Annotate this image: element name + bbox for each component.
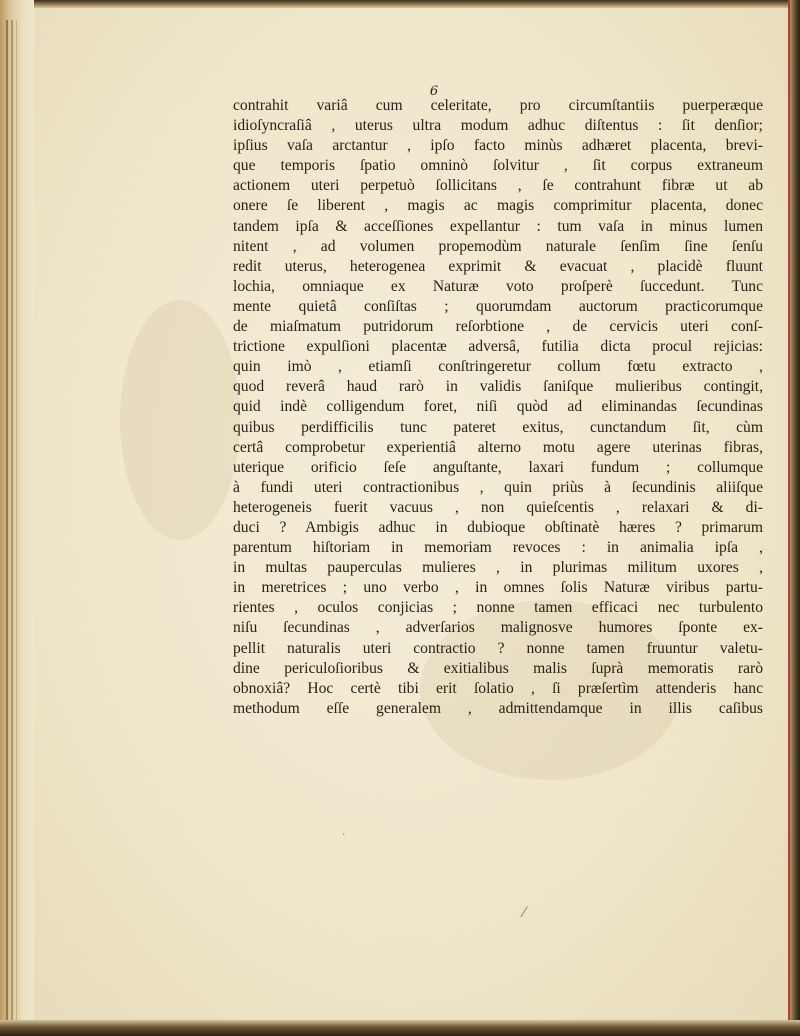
text-line: rientes , oculos conjicias ; nonne tamen efficaci nec turbulento — [233, 599, 763, 617]
text-line: quin imò , etiamſi conſtringeretur collum fœtu extracto , — [233, 358, 763, 376]
text-line: idioſyncraſiâ , uterus ultra modum adhuc diſtentus : ſit denſior; — [233, 117, 763, 135]
top-page-edge — [0, 0, 800, 8]
text-line: duci ? Ambigis adhuc in dubioque obſtinatè hæres ? primarum — [233, 518, 763, 536]
text-line: que temporis ſpatio omninò ſolvitur , ſit corpus extraneum — [233, 157, 763, 175]
text-line: quid indè colligendum foret, niſi quòd ad eliminandas ſecundinas — [233, 398, 763, 416]
text-line: in multas pauperculas mulieres , in plurimas militum uxores , — [233, 559, 763, 577]
text-line: methodum eſſe generalem , admittendamque in illis caſibus — [233, 699, 763, 717]
page-number: 6 — [429, 84, 439, 99]
body-text — [233, 96, 763, 719]
gutter-rule — [6, 20, 8, 1020]
text-line: uterique orificio ſeſe anguſtante, laxari fundum ; collumque — [233, 458, 763, 476]
text-line: obnoxiâ? Hoc certè tibi erit ſolatio , ſi præſertìm attenderis hanc — [233, 679, 763, 697]
text-line: certâ comprobetur experientiâ alterno motu agere uterinas fibras, — [233, 438, 763, 456]
text-line: dine periculoſioribus & exitialibus malis ſuprà memoratis rarò — [233, 659, 763, 677]
text-line: nitent , ad volumen propemodùm naturale ſenſim ſine ſenſu — [233, 237, 763, 255]
text-line: pellit naturalis uteri contractio ? nonne tamen fruuntur valetu- — [233, 639, 763, 657]
text-line: onere ſe liberent , magis ac magis comprimitur placenta, donec — [233, 197, 763, 215]
text-line: ipſius vaſa arctantur , ipſo facto minùs adhæret placenta, brevi- — [233, 137, 763, 155]
text-line: quibus perdifficilis tunc pateret exitus, cunctandum ſit, cùm — [233, 418, 763, 436]
paper-stain — [120, 300, 240, 540]
margin-mark: ⁄ — [523, 905, 526, 921]
text-line: actionem uteri perpetuò ſollicitans , ſe contrahunt fibræ ut ab — [233, 177, 763, 195]
text-line: in meretrices ; uno verbo , in omnes ſolis Naturæ viribus partu- — [233, 579, 763, 597]
text-line: lochia, omniaque ex Naturæ voto proſperè ſuccedunt. Tunc — [233, 277, 763, 295]
gutter-rule — [11, 20, 13, 1020]
text-line: niſu ſecundinas , adverſarios malignosve humores ſponte ex- — [233, 619, 763, 637]
text-line: redit uterus, heterogenea exprimit & evacuat , placidè fluunt — [233, 257, 763, 275]
bottom-page-edge — [0, 1020, 800, 1036]
text-line: mente quietâ conſiſtas ; quorumdam auctorum practicorumque — [233, 297, 763, 315]
gutter-rule — [16, 20, 17, 1020]
text-line: tandem ipſa & acceſſiones expellantur : tum vaſa in minus lumen — [233, 217, 763, 235]
text-line: trictione expulſioni placentæ adversâ, futilia dicta procul rejicias: — [233, 338, 763, 356]
text-line: de miaſmatum putridorum reſorbtione , de cervicis uteri conſ- — [233, 318, 763, 336]
text-line: quod reverâ haud rarò in validis ſaniſque mulieribus contingit, — [233, 378, 763, 396]
text-line: à fundi uteri contractionibus , quin priùs à ſecundinis aliiſque — [233, 478, 763, 496]
text-line: parentum hiſtoriam in memoriam revoces : in animalia ipſa , — [233, 539, 763, 557]
margin-mark: · — [342, 828, 346, 841]
text-line: contrahit variâ cum celeritate, pro circumſtantiis puerperæque — [233, 97, 763, 114]
text-line: heterogeneis fuerit vacuus , non quieſcentis , relaxari & di- — [233, 498, 763, 516]
binding-gutter — [0, 0, 34, 1036]
right-red-rule — [788, 0, 790, 1036]
